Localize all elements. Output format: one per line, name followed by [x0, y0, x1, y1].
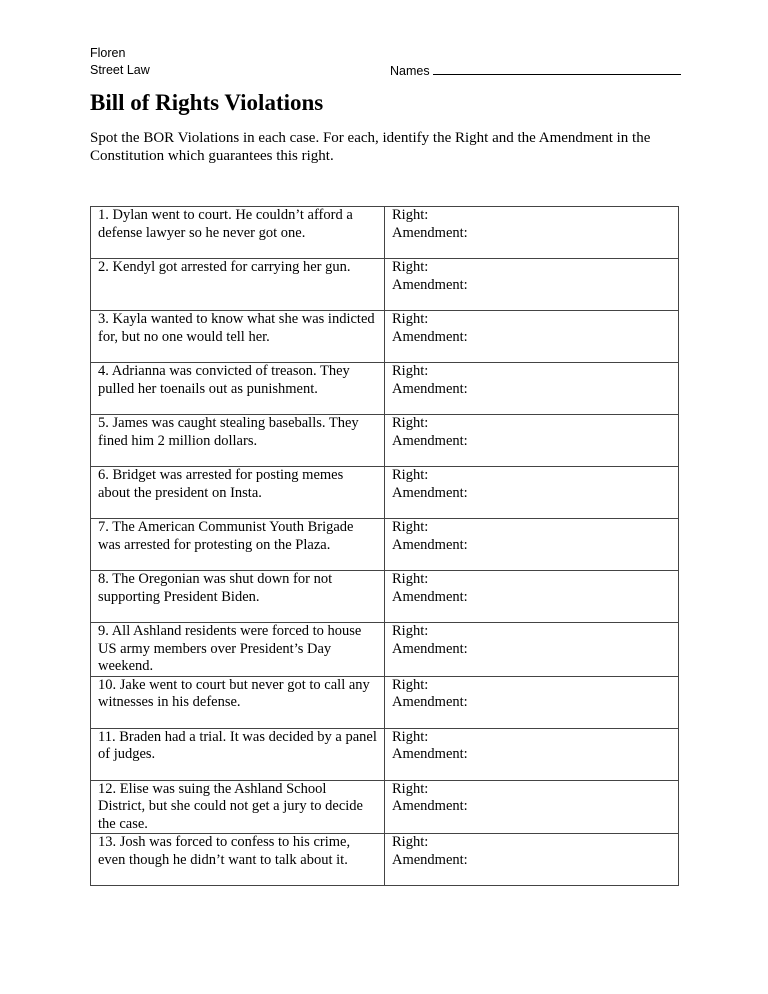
amendment-label: Amendment:	[392, 588, 468, 605]
case-answer-cell[interactable]	[385, 207, 679, 259]
case-scenario: 6. Bridget was arrested for posting memes about the president on Insta.	[91, 467, 385, 519]
right-label: Right:	[392, 676, 429, 693]
case-scenario: 13. Josh was forced to confess to his crime, even though he didn’t want to talk about it.	[91, 834, 385, 886]
case-answer-cell[interactable]	[385, 519, 679, 571]
case-scenario: 3. Kayla wanted to know what she was indicted for, but no one would tell her.	[91, 311, 385, 363]
case-answer-cell[interactable]	[385, 571, 679, 623]
right-label: Right:	[392, 311, 429, 327]
case-answer-cell[interactable]	[385, 834, 679, 886]
case-scenario: 10. Jake went to court but never got to call any witnesses in his defense.	[91, 676, 385, 728]
case-row	[91, 676, 679, 728]
right-label: Right:	[392, 207, 429, 223]
amendment-label: Amendment:	[392, 851, 468, 868]
right-label: Right:	[392, 467, 429, 483]
names-blank-line	[433, 63, 681, 75]
case-answer-cell[interactable]	[385, 728, 679, 780]
names-field	[390, 63, 681, 79]
amendment-label: Amendment:	[392, 224, 468, 241]
case-answer-cell[interactable]	[385, 415, 679, 467]
case-row	[91, 519, 679, 571]
right-label: Right:	[392, 259, 429, 275]
amendment-label: Amendment:	[392, 432, 468, 449]
case-answer-cell[interactable]	[385, 676, 679, 728]
amendment-label: Amendment:	[392, 484, 468, 501]
case-scenario: 9. All Ashland residents were forced to house US army members over President’s Day weekend.	[91, 623, 385, 677]
cases-table	[90, 206, 679, 886]
case-row	[91, 834, 679, 886]
case-row	[91, 363, 679, 415]
amendment-label: Amendment:	[392, 694, 468, 710]
case-row	[91, 571, 679, 623]
course-name: Street Law	[90, 63, 150, 77]
names-label: Names	[390, 64, 430, 78]
right-label: Right:	[392, 834, 429, 850]
amendment-label: Amendment:	[392, 328, 468, 345]
case-scenario: 12. Elise was suing the Ashland School District, but she could not get a jury to decide the case.	[91, 780, 385, 834]
case-row	[91, 780, 679, 834]
case-row	[91, 623, 679, 677]
right-label: Right:	[392, 571, 429, 587]
case-row	[91, 415, 679, 467]
case-row	[91, 207, 679, 259]
case-answer-cell[interactable]	[385, 623, 679, 677]
amendment-label: Amendment:	[392, 798, 468, 814]
case-scenario: 8. The Oregonian was shut down for not supporting President Biden.	[91, 571, 385, 623]
right-label: Right:	[392, 623, 429, 639]
case-answer-cell[interactable]	[385, 467, 679, 519]
case-row	[91, 259, 679, 311]
page-title: Bill of Rights Violations	[90, 90, 324, 115]
right-label: Right:	[392, 519, 429, 535]
right-label: Right:	[392, 780, 429, 797]
teacher-name: Floren	[90, 46, 126, 60]
instructions: Spot the BOR Violations in each case. For each, identify the Right and the Amendment in the Constitution which guarantees this right.	[90, 130, 651, 164]
case-scenario: 2. Kendyl got arrested for carrying her gun.	[91, 259, 385, 311]
case-row	[91, 467, 679, 519]
case-row	[91, 311, 679, 363]
case-scenario: 7. The American Communist Youth Brigade was arrested for protesting on the Plaza.	[91, 519, 385, 571]
amendment-label: Amendment:	[392, 536, 468, 553]
case-answer-cell[interactable]	[385, 259, 679, 311]
case-scenario: 11. Braden had a trial. It was decided by a panel of judges.	[91, 728, 385, 780]
right-label: Right:	[392, 728, 429, 745]
case-scenario: 5. James was caught stealing baseballs. They fined him 2 million dollars.	[91, 415, 385, 467]
amendment-label: Amendment:	[392, 746, 468, 762]
case-answer-cell[interactable]	[385, 311, 679, 363]
amendment-label: Amendment:	[392, 276, 468, 293]
case-row	[91, 728, 679, 780]
case-answer-cell[interactable]	[385, 363, 679, 415]
case-scenario: 1. Dylan went to court. He couldn’t afford a defense lawyer so he never got one.	[91, 207, 385, 259]
right-label: Right:	[392, 415, 429, 431]
case-answer-cell[interactable]	[385, 780, 679, 834]
right-label: Right:	[392, 363, 429, 379]
amendment-label: Amendment:	[392, 640, 468, 657]
amendment-label: Amendment:	[392, 380, 468, 397]
case-scenario: 4. Adrianna was convicted of treason. They pulled her toenails out as punishment.	[91, 363, 385, 415]
